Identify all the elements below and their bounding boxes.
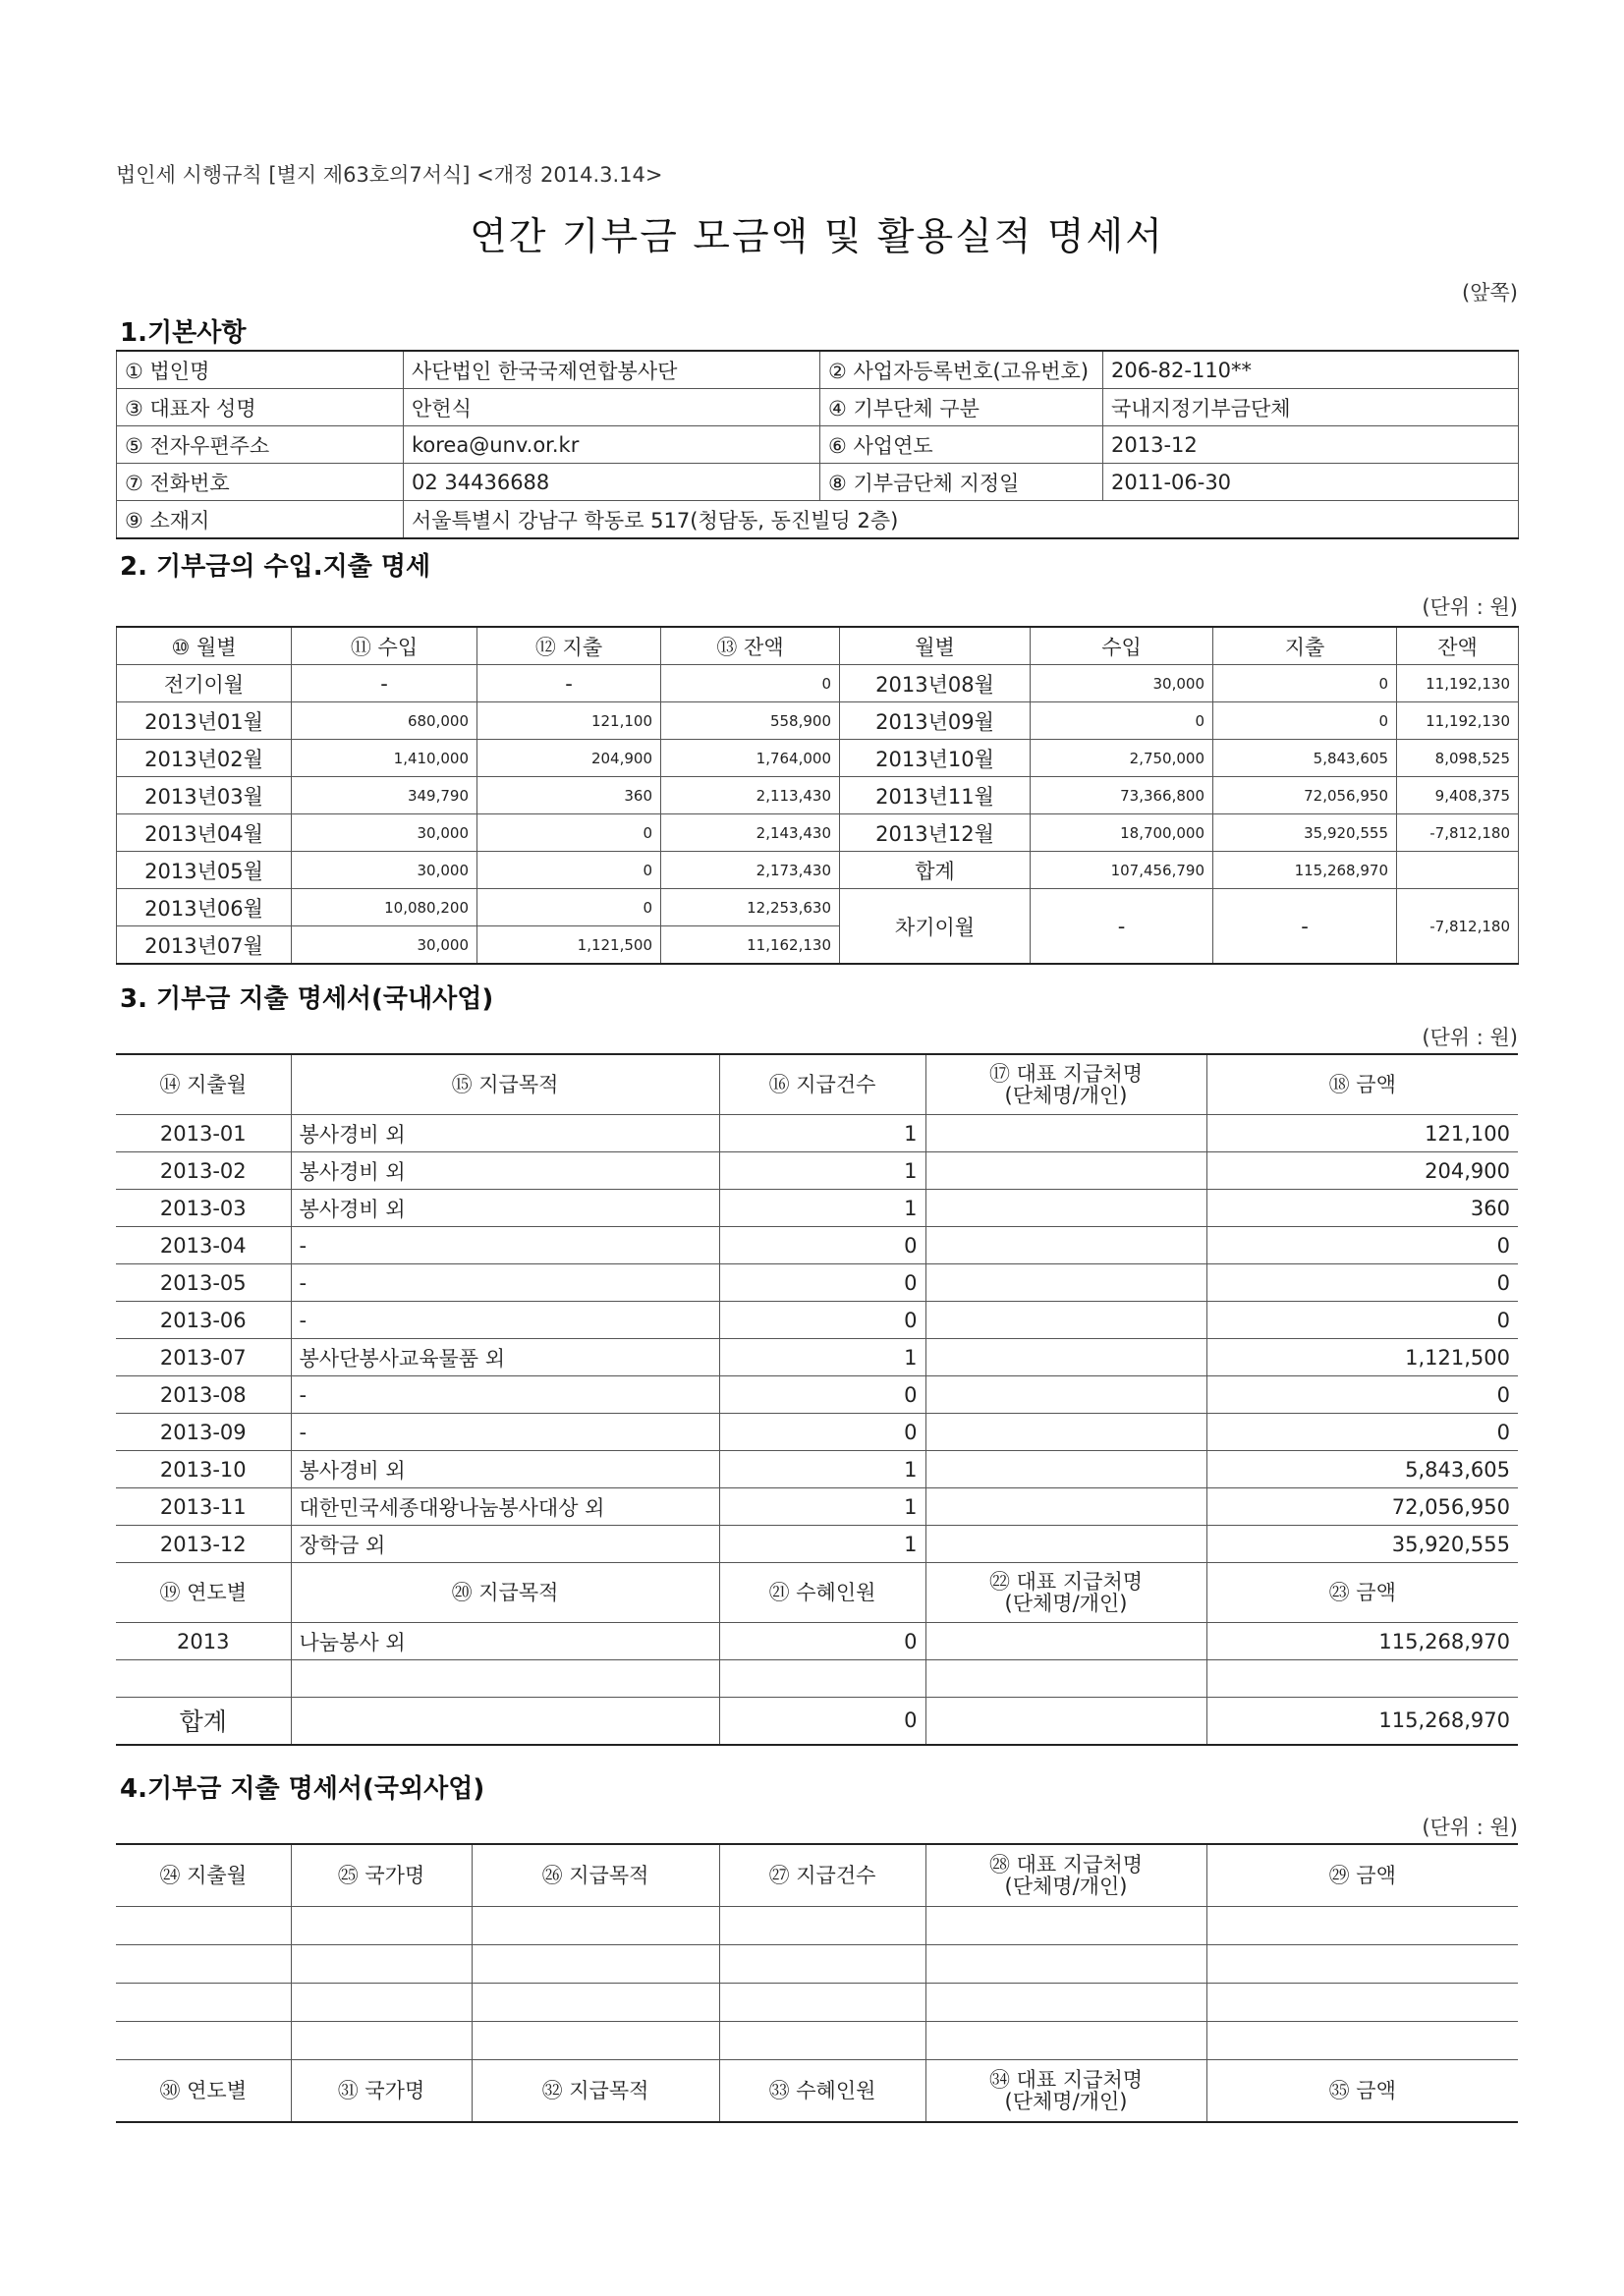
col-header: ㉛ 국가명 xyxy=(291,2060,472,2123)
col-header-line1: ⑰ 대표 지급처명 xyxy=(988,1062,1144,1086)
payee-cell xyxy=(925,1414,1206,1451)
purpose-cell: 봉사경비 외 xyxy=(291,1190,719,1227)
col-header-line1: ㉘ 대표 지급처명 xyxy=(988,1853,1144,1876)
basic-info-table xyxy=(116,350,1519,539)
payee-cell xyxy=(925,1339,1206,1376)
unit-label: (단위 : 원) xyxy=(1422,595,1518,619)
income-cell: 73,366,800 xyxy=(1031,777,1213,814)
month-cell: 2013년07월 xyxy=(117,926,292,965)
month-cell: 2013년02월 xyxy=(117,740,292,777)
field-value: 2011-06-30 xyxy=(1103,464,1519,501)
col-header: ⑪ 수입 xyxy=(292,627,477,665)
col-header-line2: (단체명/개인) xyxy=(1004,1084,1128,1107)
count-cell: 1 xyxy=(719,1152,925,1190)
col-header xyxy=(925,1054,1206,1115)
balance-cell: -7,812,180 xyxy=(1397,814,1519,852)
field-label: ⑤ 전자우편주소 xyxy=(117,426,404,464)
field-value: 국내지정기부금단체 xyxy=(1103,389,1519,426)
month-cell: 2013-06 xyxy=(116,1302,291,1339)
table-row xyxy=(116,1526,1518,1563)
table-row xyxy=(116,1488,1518,1526)
expense-cell: 5,843,605 xyxy=(1213,740,1397,777)
overseas-expense-table xyxy=(116,1843,1518,2123)
total-label-cell: 합계 xyxy=(840,852,1031,889)
count-cell: 1 xyxy=(719,1190,925,1227)
amount-cell: 115,268,970 xyxy=(1206,1623,1518,1660)
payee-cell xyxy=(925,1488,1206,1526)
total-row xyxy=(116,1698,1518,1745)
col-header: ⑲ 연도별 xyxy=(116,1563,291,1623)
unit-label: (단위 : 원) xyxy=(1422,1026,1518,1049)
amount-cell: 204,900 xyxy=(1206,1152,1518,1190)
month-cell: 2013년04월 xyxy=(117,814,292,852)
count-cell: 0 xyxy=(719,1302,925,1339)
year-header-row xyxy=(116,2060,1518,2123)
col-header-line2: (단체명/개인) xyxy=(1004,1875,1128,1898)
col-header xyxy=(925,1844,1206,1907)
month-cell: 2013-07 xyxy=(116,1339,291,1376)
col-header: ㉔ 지출월 xyxy=(116,1844,291,1907)
month-cell: 2013-10 xyxy=(116,1451,291,1488)
balance-cell: 2,113,430 xyxy=(661,777,840,814)
unit-label: (단위 : 원) xyxy=(1422,1816,1518,1839)
purpose-cell: 대한민국세종대왕나눔봉사대상 외 xyxy=(291,1488,719,1526)
expense-cell: 0 xyxy=(1213,665,1397,702)
payee-cell xyxy=(925,1451,1206,1488)
balance-cell: 1,764,000 xyxy=(661,740,840,777)
purpose-cell: - xyxy=(291,1264,719,1302)
table-row xyxy=(116,1115,1518,1152)
income-cell: 0 xyxy=(1031,702,1213,740)
field-label: ⑨ 소재지 xyxy=(117,501,404,539)
income-cell: 18,700,000 xyxy=(1031,814,1213,852)
month-cell: 2013년03월 xyxy=(117,777,292,814)
month-cell: 2013-12 xyxy=(116,1526,291,1563)
total-people: 0 xyxy=(719,1698,925,1745)
table-header-row xyxy=(116,1054,1518,1115)
col-header: ㉖ 지급목적 xyxy=(472,1844,719,1907)
table-row xyxy=(117,740,1519,777)
income-cell: 30,000 xyxy=(1031,665,1213,702)
col-header: ㉟ 금액 xyxy=(1206,2060,1518,2123)
amount-cell: 1,121,500 xyxy=(1206,1339,1518,1376)
balance-cell: 11,162,130 xyxy=(661,926,840,965)
table-row-empty xyxy=(116,1945,1518,1984)
payee-cell xyxy=(925,1190,1206,1227)
amount-cell: 0 xyxy=(1206,1302,1518,1339)
month-cell: 2013-11 xyxy=(116,1488,291,1526)
table-row xyxy=(116,1227,1518,1264)
amount-cell: 0 xyxy=(1206,1264,1518,1302)
field-value: 02 34436688 xyxy=(404,464,820,501)
purpose-cell: - xyxy=(291,1302,719,1339)
table-row xyxy=(117,852,1519,889)
month-cell: 2013년06월 xyxy=(117,889,292,926)
income-cell: - xyxy=(292,665,477,702)
col-header xyxy=(925,2060,1206,2123)
payee-cell xyxy=(925,1264,1206,1302)
payee-cell xyxy=(925,1526,1206,1563)
col-header-line2: (단체명/개인) xyxy=(1004,2090,1128,2113)
col-header: ㉕ 국가명 xyxy=(291,1844,472,1907)
total-label: 합계 xyxy=(116,1698,291,1745)
income-cell: 1,410,000 xyxy=(292,740,477,777)
field-label: ③ 대표자 성명 xyxy=(117,389,404,426)
payee-cell xyxy=(925,1152,1206,1190)
col-header: 월별 xyxy=(840,627,1031,665)
table-header-row xyxy=(116,1844,1518,1907)
purpose-cell: 봉사경비 외 xyxy=(291,1152,719,1190)
month-cell: 2013년01월 xyxy=(117,702,292,740)
expense-cell: 0 xyxy=(477,814,661,852)
field-value: 2013-12 xyxy=(1103,426,1519,464)
field-label: ② 사업자등록번호(고유번호) xyxy=(820,351,1103,389)
purpose-cell: 봉사단봉사교육물품 외 xyxy=(291,1339,719,1376)
purpose-cell: - xyxy=(291,1376,719,1414)
col-header: 수입 xyxy=(1031,627,1213,665)
expense-cell: 115,268,970 xyxy=(1213,852,1397,889)
form-id: 법인세 시행규칙 [별지 제63호의7서식] <개정 2014.3.14> xyxy=(116,163,663,187)
amount-cell: 0 xyxy=(1206,1227,1518,1264)
purpose-cell: 봉사경비 외 xyxy=(291,1451,719,1488)
expense-cell: 1,121,500 xyxy=(477,926,661,965)
income-cell: 30,000 xyxy=(292,852,477,889)
amount-cell: 360 xyxy=(1206,1190,1518,1227)
basic-row xyxy=(117,389,1519,426)
table-row xyxy=(117,702,1519,740)
field-label: ⑦ 전화번호 xyxy=(117,464,404,501)
month-cell: 2013-01 xyxy=(116,1115,291,1152)
table-row xyxy=(117,777,1519,814)
payee-cell xyxy=(925,1623,1206,1660)
count-cell: 0 xyxy=(719,1264,925,1302)
table-row xyxy=(116,1376,1518,1414)
amount-cell: 0 xyxy=(1206,1376,1518,1414)
total-amount: 115,268,970 xyxy=(1206,1698,1518,1745)
table-row-empty xyxy=(116,1907,1518,1945)
purpose-cell: - xyxy=(291,1227,719,1264)
col-header: ⑳ 지급목적 xyxy=(291,1563,719,1623)
col-header: ㉑ 수혜인원 xyxy=(719,1563,925,1623)
month-cell: 2013-02 xyxy=(116,1152,291,1190)
field-label: ④ 기부단체 구분 xyxy=(820,389,1103,426)
col-header-line1: ㉒ 대표 지급처명 xyxy=(988,1570,1144,1594)
count-cell: 1 xyxy=(719,1451,925,1488)
count-cell: 1 xyxy=(719,1339,925,1376)
purpose-cell: 봉사경비 외 xyxy=(291,1115,719,1152)
expense-cell: 360 xyxy=(477,777,661,814)
balance-cell: 558,900 xyxy=(661,702,840,740)
carry-expense-cell: - xyxy=(1213,889,1397,965)
table-row xyxy=(117,665,1519,702)
income-cell: 680,000 xyxy=(292,702,477,740)
col-header: ㉚ 연도별 xyxy=(116,2060,291,2123)
table-row-empty xyxy=(116,1984,1518,2022)
table-row xyxy=(117,814,1519,852)
count-cell: 1 xyxy=(719,1488,925,1526)
col-header-line1: ㉞ 대표 지급처명 xyxy=(988,2068,1144,2092)
expense-cell: 72,056,950 xyxy=(1213,777,1397,814)
income-cell: 107,456,790 xyxy=(1031,852,1213,889)
front-side-label: (앞쪽) xyxy=(1462,281,1518,305)
amount-cell: 72,056,950 xyxy=(1206,1488,1518,1526)
field-value: korea@unv.or.kr xyxy=(404,426,820,464)
year-header-row xyxy=(116,1563,1518,1623)
page-title: 연간 기부금 모금액 및 활용실적 명세서 xyxy=(470,215,1164,259)
table-row xyxy=(116,1152,1518,1190)
basic-row xyxy=(117,426,1519,464)
month-cell: 2013년10월 xyxy=(840,740,1031,777)
payee-cell xyxy=(925,1115,1206,1152)
table-row xyxy=(116,1414,1518,1451)
month-cell: 2013-04 xyxy=(116,1227,291,1264)
table-row xyxy=(116,1623,1518,1660)
col-header: ⑫ 지출 xyxy=(477,627,661,665)
month-cell: 2013년12월 xyxy=(840,814,1031,852)
table-row xyxy=(116,1190,1518,1227)
carry-label-cell: 차기이월 xyxy=(840,889,1031,965)
count-cell: 1 xyxy=(719,1526,925,1563)
col-header: ㉙ 금액 xyxy=(1206,1844,1518,1907)
domestic-expense-table xyxy=(116,1053,1518,1746)
col-header: ⑬ 잔액 xyxy=(661,627,840,665)
year-cell: 2013 xyxy=(116,1623,291,1660)
purpose-cell: 나눔봉사 외 xyxy=(291,1623,719,1660)
col-header: ⑩ 월별 xyxy=(117,627,292,665)
expense-cell: 0 xyxy=(1213,702,1397,740)
expense-cell: 35,920,555 xyxy=(1213,814,1397,852)
income-cell: 30,000 xyxy=(292,814,477,852)
count-cell: 0 xyxy=(719,1376,925,1414)
table-header-row xyxy=(117,627,1519,665)
balance-cell: 11,192,130 xyxy=(1397,702,1519,740)
table-row xyxy=(116,1339,1518,1376)
field-value: 서울특별시 강남구 학동로 517(청담동, 동진빌딩 2층) xyxy=(404,501,1519,539)
expense-cell: 0 xyxy=(477,852,661,889)
month-cell: 2013년05월 xyxy=(117,852,292,889)
table-row xyxy=(117,889,1519,926)
month-cell: 2013년08월 xyxy=(840,665,1031,702)
field-value: 안헌식 xyxy=(404,389,820,426)
month-cell: 2013-08 xyxy=(116,1376,291,1414)
basic-row-address xyxy=(117,501,1519,539)
income-cell: 349,790 xyxy=(292,777,477,814)
section1-title: 1.기본사항 xyxy=(120,318,247,348)
balance-cell: 8,098,525 xyxy=(1397,740,1519,777)
amount-cell: 0 xyxy=(1206,1414,1518,1451)
count-cell: 1 xyxy=(719,1115,925,1152)
month-cell: 2013년11월 xyxy=(840,777,1031,814)
col-header: ⑭ 지출월 xyxy=(116,1054,291,1115)
payee-cell xyxy=(925,1376,1206,1414)
people-cell: 0 xyxy=(719,1623,925,1660)
expense-cell: - xyxy=(477,665,661,702)
income-cell: 30,000 xyxy=(292,926,477,965)
amount-cell: 5,843,605 xyxy=(1206,1451,1518,1488)
col-header: ㉓ 금액 xyxy=(1206,1563,1518,1623)
section3-title: 3. 기부금 지출 명세서(국내사업) xyxy=(120,984,494,1014)
basic-row xyxy=(117,351,1519,389)
balance-cell: 9,408,375 xyxy=(1397,777,1519,814)
basic-row xyxy=(117,464,1519,501)
month-cell: 2013년09월 xyxy=(840,702,1031,740)
table-row xyxy=(116,1264,1518,1302)
col-header-line2: (단체명/개인) xyxy=(1004,1592,1128,1615)
count-cell: 0 xyxy=(719,1414,925,1451)
table-row-empty xyxy=(116,1660,1518,1698)
col-header: ㉝ 수혜인원 xyxy=(719,2060,925,2123)
col-header: 잔액 xyxy=(1397,627,1519,665)
carry-balance-cell: -7,812,180 xyxy=(1397,889,1519,965)
balance-cell: 11,192,130 xyxy=(1397,665,1519,702)
balance-cell: 2,173,430 xyxy=(661,852,840,889)
expense-cell: 0 xyxy=(477,889,661,926)
col-header: ⑯ 지급건수 xyxy=(719,1054,925,1115)
section4-title: 4.기부금 지출 명세서(국외사업) xyxy=(120,1774,485,1804)
balance-cell xyxy=(1397,852,1519,889)
income-expense-table xyxy=(116,626,1519,965)
income-cell: 10,080,200 xyxy=(292,889,477,926)
balance-cell: 12,253,630 xyxy=(661,889,840,926)
field-label: ⑥ 사업연도 xyxy=(820,426,1103,464)
field-label: ⑧ 기부금단체 지정일 xyxy=(820,464,1103,501)
payee-cell xyxy=(925,1227,1206,1264)
field-value: 206-82-110** xyxy=(1103,351,1519,389)
purpose-cell: 장학금 외 xyxy=(291,1526,719,1563)
month-cell: 2013-03 xyxy=(116,1190,291,1227)
col-header: 지출 xyxy=(1213,627,1397,665)
col-header: ㉜ 지급목적 xyxy=(472,2060,719,2123)
month-cell: 전기이월 xyxy=(117,665,292,702)
section2-title: 2. 기부금의 수입.지출 명세 xyxy=(120,552,431,582)
col-header xyxy=(925,1563,1206,1623)
field-value: 사단법인 한국국제연합봉사단 xyxy=(404,351,820,389)
income-cell: 2,750,000 xyxy=(1031,740,1213,777)
table-row xyxy=(116,1451,1518,1488)
col-header: ㉗ 지급건수 xyxy=(719,1844,925,1907)
payee-cell xyxy=(925,1302,1206,1339)
expense-cell: 204,900 xyxy=(477,740,661,777)
month-cell: 2013-09 xyxy=(116,1414,291,1451)
carry-income-cell: - xyxy=(1031,889,1213,965)
table-row-empty xyxy=(116,2022,1518,2060)
purpose-cell: - xyxy=(291,1414,719,1451)
month-cell: 2013-05 xyxy=(116,1264,291,1302)
col-header: ⑱ 금액 xyxy=(1206,1054,1518,1115)
amount-cell: 121,100 xyxy=(1206,1115,1518,1152)
amount-cell: 35,920,555 xyxy=(1206,1526,1518,1563)
count-cell: 0 xyxy=(719,1227,925,1264)
expense-cell: 121,100 xyxy=(477,702,661,740)
field-label: ① 법인명 xyxy=(117,351,404,389)
balance-cell: 2,143,430 xyxy=(661,814,840,852)
table-row xyxy=(116,1302,1518,1339)
balance-cell: 0 xyxy=(661,665,840,702)
col-header: ⑮ 지급목적 xyxy=(291,1054,719,1115)
